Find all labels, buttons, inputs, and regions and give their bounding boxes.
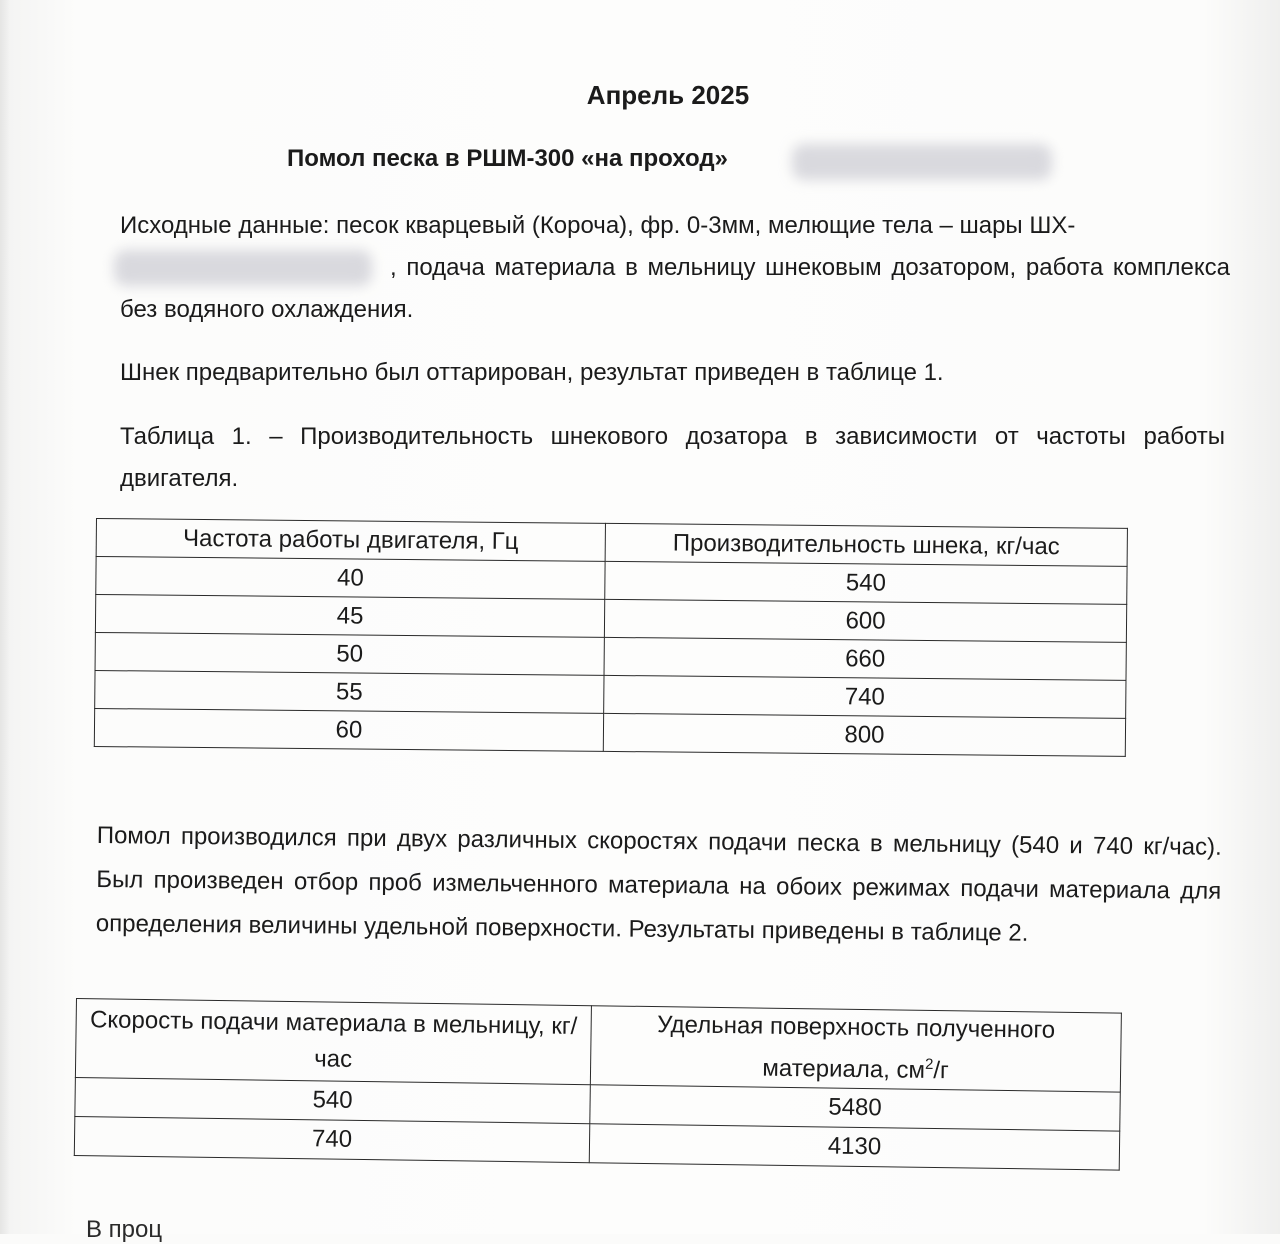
table-cell: 50 xyxy=(95,632,604,675)
source-data-line2: , подача материала в мельницу шнековым дозатором, работа комплекса без водяного охлаждения. xyxy=(120,254,1230,323)
document-date: Апрель 2025 xyxy=(586,80,750,110)
table-cell: 600 xyxy=(604,599,1126,642)
table-cell: 55 xyxy=(95,670,604,713)
table-cell: 540 xyxy=(605,561,1127,604)
table-cell: 740 xyxy=(74,1116,589,1162)
grinding-paragraph: Помол производился при двух различных скоростях подачи песка в мельницу (540 и 740 кг/час). Был произведен отбор проб измельченного материала на обоих режимах подачи материала для определения величины удельной поверхности. Результаты приведены в таблице 2. xyxy=(95,821,1222,947)
cut-off-text: В проц xyxy=(86,1216,163,1243)
unit-suffix: /г xyxy=(933,1056,949,1085)
table-header-row xyxy=(75,999,1121,1093)
redacted-title-suffix xyxy=(792,144,1052,180)
table1-caption: Таблица 1. – Производительность шнекового дозатора в зависимости от частоты работы двигателя. xyxy=(120,423,1225,492)
feeder-capacity-table xyxy=(94,518,1128,757)
specific-surface-table xyxy=(74,998,1122,1171)
calibration-paragraph: Шнек предварительно был оттарирован, результат приведен в таблице 1. xyxy=(120,359,944,386)
table-header-capacity: Производительность шнека, кг/час xyxy=(605,523,1127,566)
document-title-text: Помол песка в РШМ-300 «на проход» xyxy=(287,145,728,172)
table-cell: 40 xyxy=(96,557,605,600)
table-header-feed-rate: Скорость подачи материала в мельницу, кг/час xyxy=(75,999,591,1085)
table-header-frequency: Частота работы двигателя, Гц xyxy=(96,519,605,562)
page-edge-shadow xyxy=(0,0,10,1234)
table-cell: 45 xyxy=(95,595,604,638)
document-title xyxy=(287,145,728,173)
table-cell: 800 xyxy=(603,713,1125,756)
redacted-ball-spec xyxy=(114,250,372,286)
unit-superscript: 2 xyxy=(924,1055,934,1073)
source-data-line1: Исходные данные: песок кварцевый (Короча), фр. 0-3мм, мелющие тела – шары ШХ- xyxy=(120,212,1076,239)
table-cell: 660 xyxy=(604,637,1126,680)
table-header-specific-surface xyxy=(590,1006,1121,1092)
specific-surface-label: Удельная поверхность полученного материала, см xyxy=(657,1011,1056,1084)
table-cell: 60 xyxy=(94,708,603,751)
table-cell: 5480 xyxy=(590,1085,1120,1131)
table-cell: 4130 xyxy=(589,1124,1119,1170)
table-cell: 740 xyxy=(604,675,1126,718)
table-cell: 540 xyxy=(75,1077,590,1123)
